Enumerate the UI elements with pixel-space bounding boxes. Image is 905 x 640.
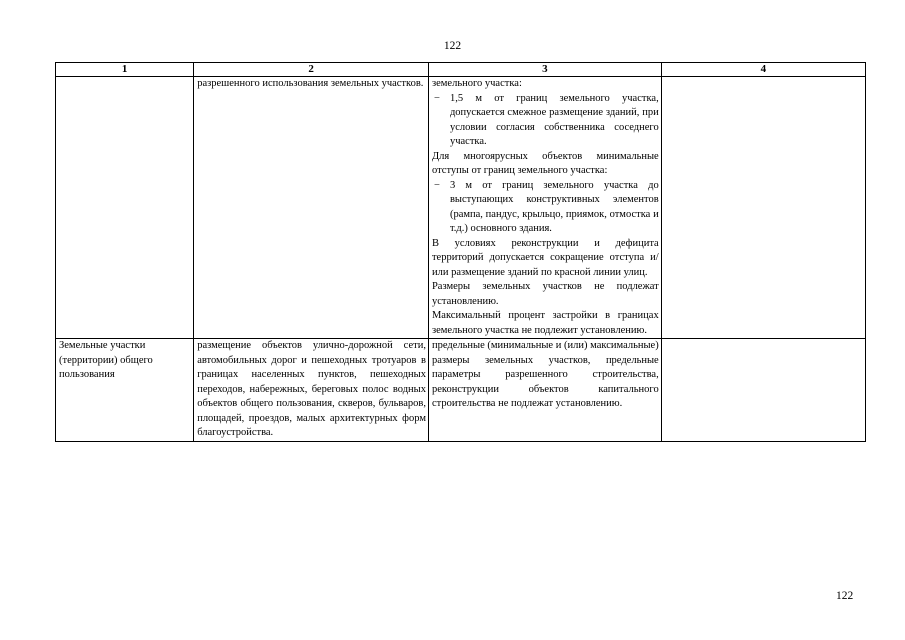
row1-col3-para3: В условиях реконструкции и дефицита территорий допускается сокращение отступа и/или размещение зданий по красной линии улиц. <box>431 237 659 278</box>
page-number-top: 122 <box>443 40 462 52</box>
row2-col3: предельные (минимальные и (или) максимальные) размеры земельных участков, предельные параметры разрешенного строительства, реконструкции объектов капитального строительства не подлежат установлению. <box>428 339 661 442</box>
row1-col3-list-item2-text: 3 м от границ земельного участка до выступающих конструктивных элементов (рампа, пандус, крыльцо, приямок, отмостка и т.д.) основного здания. <box>449 179 659 234</box>
table-row <box>56 339 866 442</box>
row1-col3-para5: Максимальный процент застройки в границах земельного участка не подлежит установлению. <box>431 310 659 336</box>
page-number-bottom: 122 <box>836 590 854 602</box>
row1-col3-list-item2 <box>432 179 659 237</box>
row1-col3-para4: Размеры земельных участков не подлежат установлению. <box>431 281 659 307</box>
regulations-table <box>55 62 866 442</box>
row2-col4 <box>661 339 865 442</box>
row1-col2: разрешенного использования земельных участков. <box>194 77 429 339</box>
column-header-3: 3 <box>428 63 661 77</box>
column-header-2: 2 <box>194 63 429 77</box>
row2-col1: Земельные участки (территории) общего пользования <box>56 339 194 442</box>
column-header-4: 4 <box>661 63 865 77</box>
dash-bullet-icon: − <box>433 92 440 104</box>
row2-col2: размещение объектов улично-дорожной сети, автомобильных дорог и пешеходных тротуаров в границах населенных пунктов, пешеходных переходов, набережных, береговых полос водных объектов общего пользования, скверов, бульваров, площадей, проездов, малых архитектурных форм благоустройства. <box>194 339 429 442</box>
dash-bullet-icon: − <box>433 179 440 191</box>
row1-col3-list-item1 <box>432 92 659 150</box>
header-row <box>56 63 866 77</box>
table-row <box>56 77 866 339</box>
row1-col3-list-item1-text: 1,5 м от границ земельного участка, допускается смежное размещение зданий, при условии согласия собственника соседнего участка. <box>449 92 659 147</box>
column-header-1: 1 <box>56 63 194 77</box>
row1-col3-para1: земельного участка: <box>431 78 522 89</box>
row1-col3 <box>428 77 661 339</box>
row1-col3-para2: Для многоярусных объектов минимальные отступы от границ земельного участка: <box>431 150 659 176</box>
row1-col4 <box>661 77 865 339</box>
row1-col1 <box>56 77 194 339</box>
